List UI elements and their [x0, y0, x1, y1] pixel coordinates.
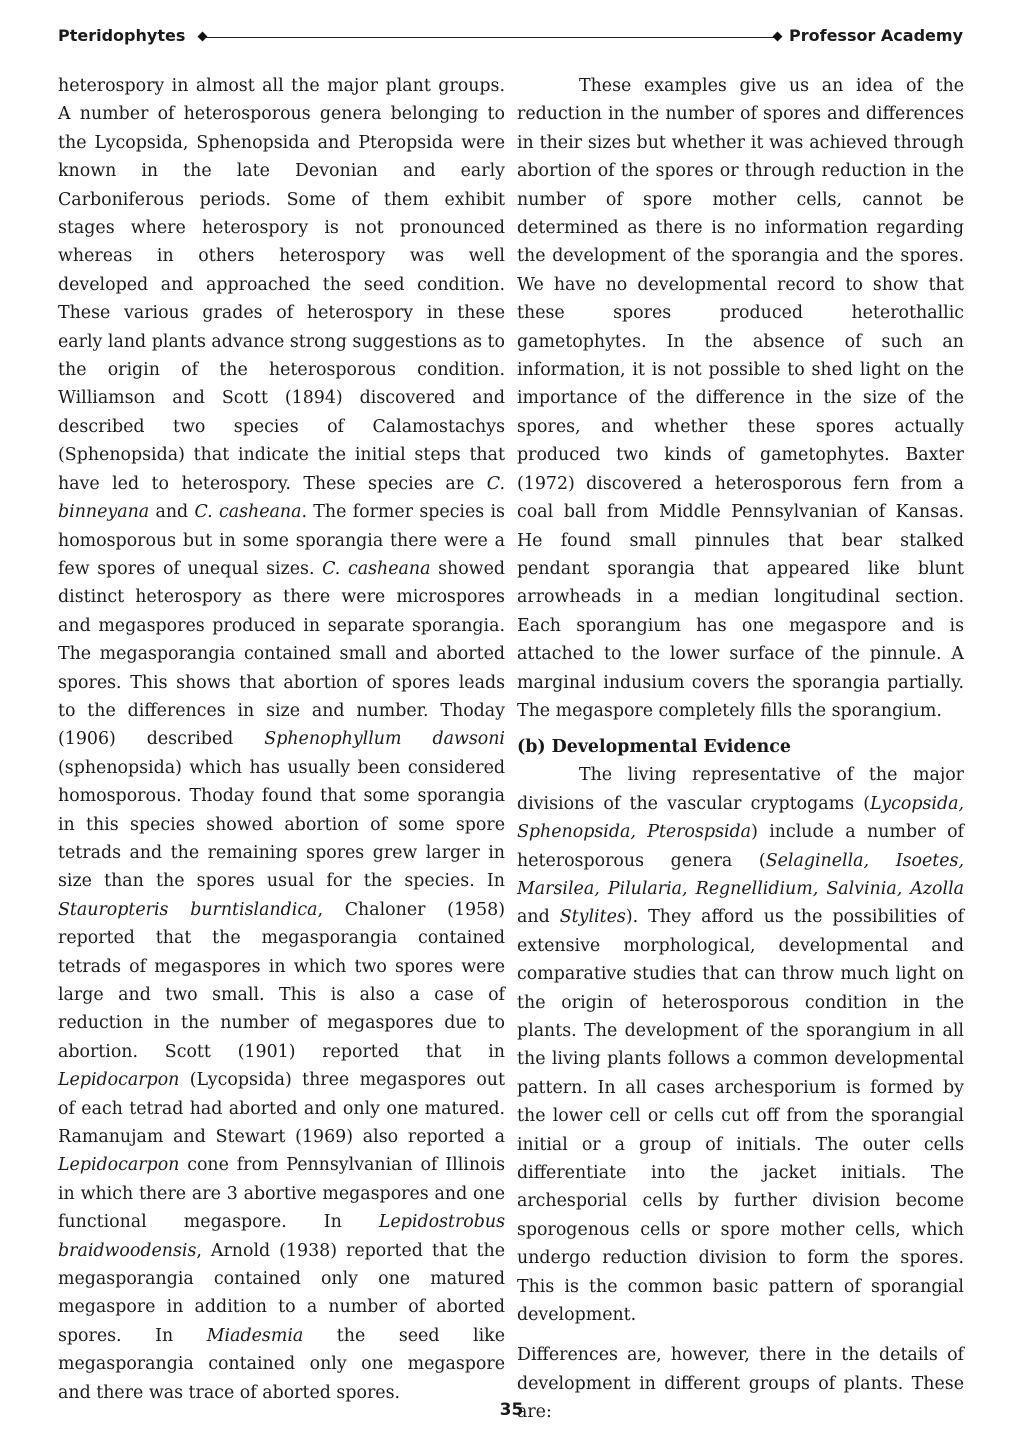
- species-name: C. casheana: [194, 502, 302, 523]
- header-publisher: Professor Academy: [789, 26, 963, 45]
- text-run: . The former species is homosporous but in some sporangia there were a few spores of unequal sizes.: [58, 502, 505, 579]
- text-run: ) include a number of heterosporous genera (: [517, 822, 964, 871]
- diamond-bullet-icon: [773, 32, 783, 42]
- genus-name: Lepidocarpon: [58, 1155, 180, 1176]
- species-name: C. binneyana: [58, 473, 505, 523]
- text-run: , Arnold (1938) reported that the megasporangia contained only one matured megaspore in addition to a number of aborted spores. In: [58, 1240, 505, 1346]
- text-run: cone from Pennsylvanian of Illinois in which there are 3 abortive megaspores and one functional megaspore. In: [58, 1155, 505, 1233]
- text-run: and: [517, 907, 560, 928]
- header-rule: [204, 37, 777, 38]
- text-run: The living representative of the major divisions of the vascular cryptogams (: [517, 765, 964, 814]
- species-name: Lepidostrobus braidwoodensis: [58, 1212, 505, 1261]
- left-paragraph: [58, 72, 505, 1407]
- section-heading: (b) Developmental Evidence: [517, 737, 791, 758]
- text-run: heterospory in almost all the major plant groups. A number of heterosporous genera belonging to the Lycopsida, Sphenopsida and Pteropsida were known in the late Devonian and early Carboniferous periods. Some of them exhibit stages where heterospory is not pronounced whereas in others heterospory was well developed and approached the seed condition. These various grades of heterospory in these early land plants advance strong suggestions as to the origin of the heterosporous condition. Williamson and Scott (1894) discovered and described two species of Calamostachys (Sphenopsida) that indicate the initial steps that have led to heterospory. These species are: [58, 76, 505, 494]
- page-header: [58, 26, 963, 50]
- page-number: 35: [499, 1400, 524, 1420]
- right-column: [517, 72, 964, 1427]
- genus-name: Stylites: [559, 907, 626, 928]
- genus-name: Miadesmia: [206, 1325, 304, 1346]
- genus-name: Lepidocarpon: [58, 1070, 180, 1091]
- text-run: showed distinct heterospory as there were microspores and megaspores produced in separate sporangia. The megasporangia contained small and aborted spores. This shows that abortion of spores leads to the differences in size and number. Thoday (1906) described: [58, 558, 505, 750]
- taxon-names: Lycopsida, Sphenopsida, Pterospsida: [517, 793, 964, 843]
- text-run: and: [149, 502, 195, 523]
- left-column: [58, 72, 505, 1407]
- right-paragraph: [517, 761, 964, 1329]
- text-run: the seed like megasporangia contained only one megaspore and there was trace of aborted spores.: [58, 1325, 505, 1403]
- header-book-title: Pteridophytes: [58, 26, 186, 45]
- text-run: ). They afford us the possibilities of extensive morphological, developmental and comparative studies that can throw much light on the origin of heterosporous condition in the plants. The development of the sporangium in all the living plants follows a common developmental pattern. In all cases archesporium is formed by the lower cell or cells cut off from the sporangial initial or a group of initials. The outer cells differentiate into the jacket initials. The archesporial cells by further division become sporogenous cells or spore mother cells, which undergo reduction division to form the spores. This is the common basic pattern of sporangial development.: [517, 907, 964, 1326]
- text-run: , Chaloner (1958) reported that the megasporangia contained tetrads of megaspores in which two spores were large and two small. This is also a case of reduction in the number of megaspores due to abortion. Scott (1901) reported that in: [58, 899, 506, 1062]
- right-paragraph: These examples give us an idea of the reduction in the number of spores and differences in their sizes but whether it was achieved through abortion of the spores or through reduction in the number of spore mother cells, cannot be determined as there is no information regarding the development of the sporangia and the spores. We have no developmental record to show that these spores produced heterothallic gametophytes. In the absence of such an information, it is not possible to shed light on the importance of the difference in the size of the spores, and whether these spores actually produced two kinds of gametophytes. Baxter (1972) discovered a heterosporous fern from a coal ball from Middle Pennsylvanian of Kansas. He found small pinnules that bear stalked pendant sporangia that appeared like blunt arrowheads in a median longitudinal section. Each sporangium has one megaspore and is attached to the lower surface of the pinnule. A marginal indusium covers the sporangia partially. The megaspore completely fills the sporangium.: [517, 76, 964, 721]
- species-name: C. casheana: [322, 558, 431, 579]
- right-paragraph: Differences are, however, there in the details of development in different groups of plants. These are:: [517, 1345, 964, 1423]
- species-name: Stauropteris burntislandica: [58, 899, 318, 920]
- genus-names: Selaginella, Isoetes, Marsilea, Pilularia, Regnellidium, Salvinia, Azolla: [517, 850, 964, 899]
- text-run: (sphenopsida) which has usually been considered homosporous. Thoday found that some sporangia in this species showed abortion of some spore tetrads and the remaining spores grew larger in size than the spores usual for the species. In: [58, 757, 505, 892]
- species-name: Sphenophyllum dawsoni: [264, 729, 505, 750]
- text-run: (Lycopsida) three megaspores out of each tetrad had aborted and only one matured. Ramanujam and Stewart (1969) also reported a: [58, 1070, 505, 1148]
